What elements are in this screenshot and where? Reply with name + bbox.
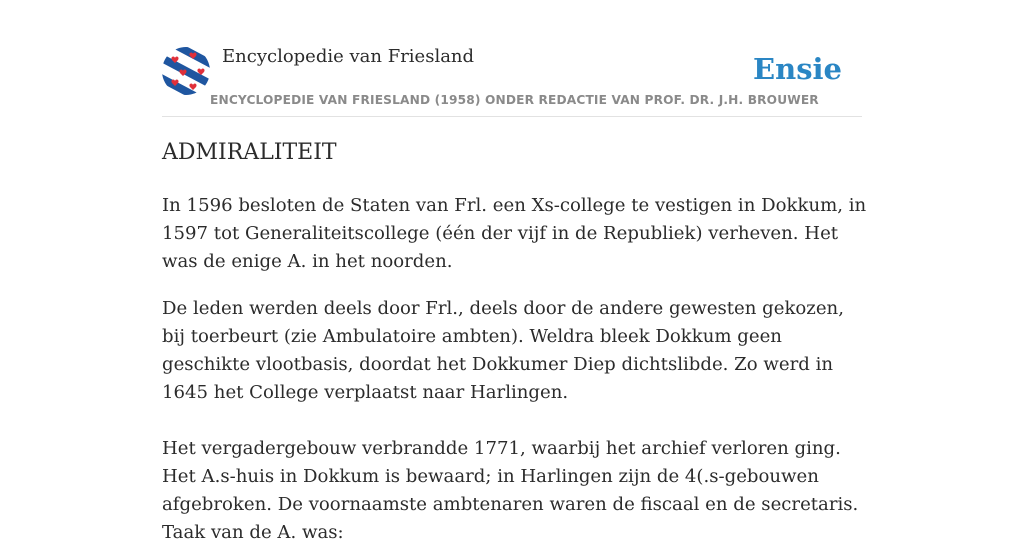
page — [162, 0, 867, 543]
article-paragraph: De leden werden deels door Frl., deels door de andere gewesten gekozen, bij toerbeurt (zie Ambulatoire ambten). Weldra bleek Dokkum geen geschikte vlootbasis, doordat het Dokkumer Diep dichtslibde. Zo werd in 1645 het College verplaatst naar Harlingen. — [162, 298, 844, 403]
source-subtitle: ENCYCLOPEDIE VAN FRIESLAND (1958) ONDER REDACTIE VAN PROF. DR. J.H. BROUWER — [210, 93, 819, 107]
site-name-link[interactable]: Encyclopedie van Friesland — [222, 46, 475, 67]
ensie-logo-link[interactable]: Ensie — [753, 52, 842, 86]
article-title: ADMIRALITEIT — [162, 140, 337, 165]
site-header — [162, 0, 862, 117]
frisian-flag-icon[interactable] — [162, 47, 210, 95]
article-paragraph: Het vergadergebouw verbrandde 1771, waarbij het archief verloren ging. Het A.s-huis in Dokkum is bewaard; in Harlingen zijn de 4(.s-gebouwen afgebroken. De voornaamste ambtenaren waren de fiscaal en de secretaris. Taak van de A. was: — [162, 438, 859, 543]
article-paragraph: In 1596 besloten de Staten van Frl. een Xs-college te vestigen in Dokkum, in 1597 tot Generaliteitscollege (één der vijf in de Republiek) verheven. Het was de enige A. in het noorden. — [162, 195, 867, 272]
